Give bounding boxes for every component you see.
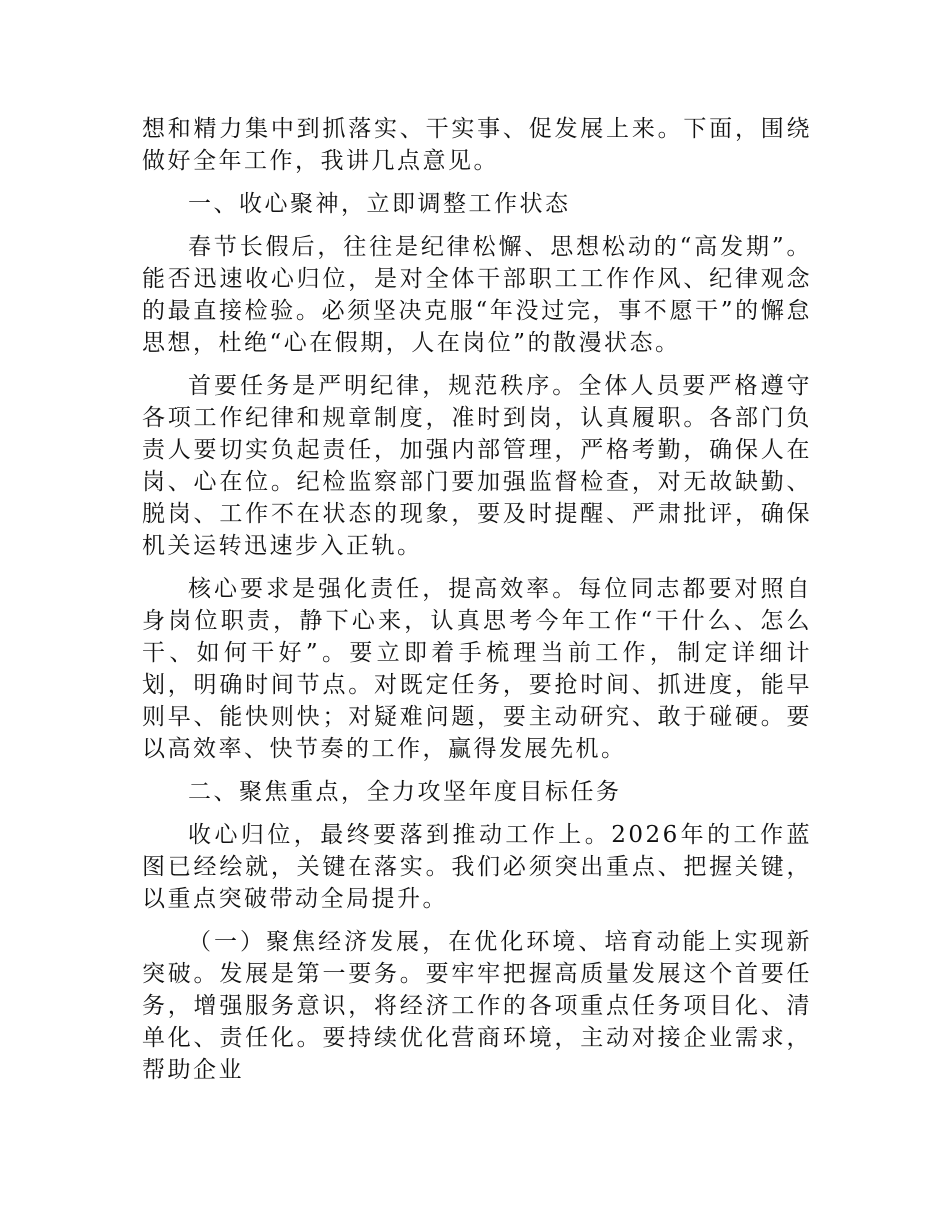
paragraph: （一）聚焦经济发展，在优化环境、培育动能上实现新突破。发展是第一要务。要牢牢把握高质量发展这个首要任务，增强服务意识，将经济工作的各项重点任务项目化、清单化、责任化。要持续优化营商环境，主动对接企业需求，帮助企业 (142, 929, 812, 1083)
section-heading-2: 二、聚焦重点，全力攻坚年度目标任务 (188, 779, 622, 805)
paragraph: 收心归位，最终要落到推动工作上。2026年的工作蓝图已经绘就，关键在落实。我们必须突出重点、把握关键，以重点突破带动全局提升。 (142, 822, 812, 912)
document-body (142, 113, 812, 1097)
paragraph: 春节长假后，往往是纪律松懈、思想松动的“高发期”。能否迅速收心归位，是对全体干部职工工作作风、纪律观念的最直接检验。必须坚决克服“年没过完，事不愿干”的懈怠思想，杜绝“心在假期，人在岗位”的散漫状态。 (142, 234, 812, 356)
paragraph: 核心要求是强化责任，提高效率。每位同志都要对照自身岗位职责，静下心来，认真思考今年工作“干什么、怎么干、如何干好”。要立即着手梳理当前工作，制定详细计划，明确时间节点。对既定任务，要抢时间、抓进度，能早则早、能快则快；对疑难问题，要主动研究、敢于碰硬。要以高效率、快节奏的工作，赢得发展先机。 (142, 576, 812, 762)
section-heading-1: 一、收心聚神，立即调整工作状态 (188, 191, 571, 217)
paragraph: 首要任务是严明纪律，规范秩序。全体人员要严格遵守各项工作纪律和规章制度，准时到岗，认真履职。各部门负责人要切实负起责任，加强内部管理，严格考勤，确保人在岗、心在位。纪检监察部门要加强监督检查，对无故缺勤、脱岗、工作不在状态的现象，要及时提醒、严肃批评，确保机关运转迅速步入正轨。 (142, 373, 812, 559)
paragraph-continuation: 想和精力集中到抓落实、干实事、促发展上来。下面，围绕做好全年工作，我讲几点意见。 (142, 116, 812, 174)
